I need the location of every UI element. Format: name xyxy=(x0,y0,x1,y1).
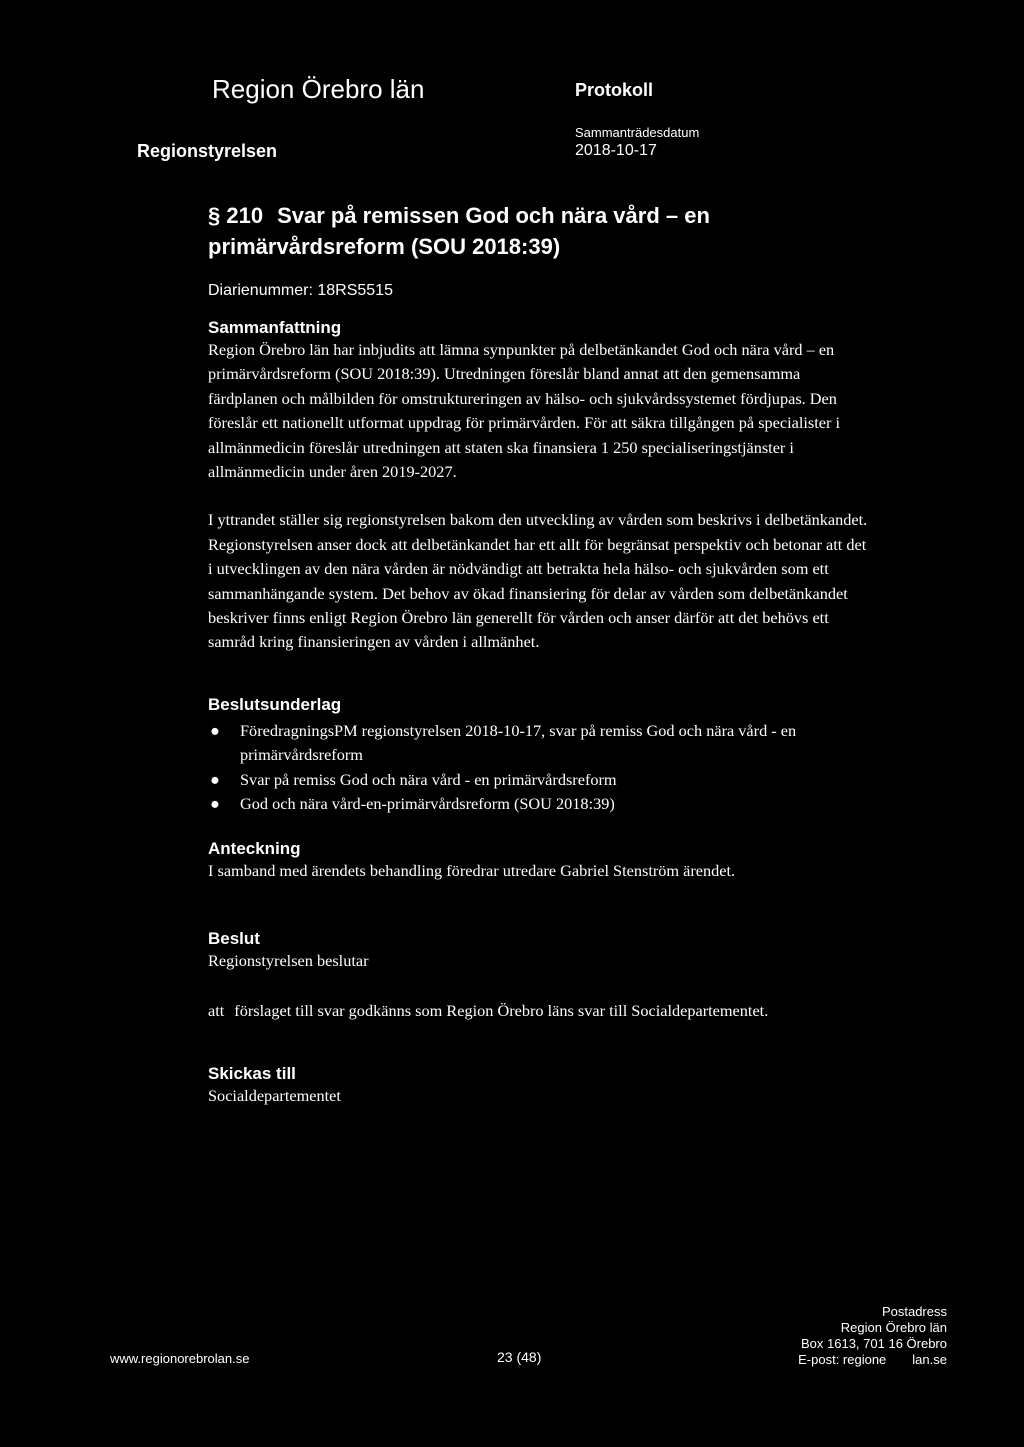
website-link[interactable]: www.regionorebrolan.se xyxy=(110,1351,250,1366)
decision-att-text: förslaget till svar godkänns som Region Örebro läns svar till Socialdepartementet. xyxy=(234,1001,769,1021)
list-item xyxy=(208,768,868,792)
list-item-text: God och nära vård-en-primärvårdsreform (SOU 2018:39) xyxy=(240,794,615,814)
list-item-text: Svar på remiss God och nära vård - en primärvårdsreform xyxy=(240,769,617,789)
list-item xyxy=(208,792,868,816)
diary-number: Diarienummer: 18RS5515 xyxy=(208,282,393,299)
note-text: I samband med ärendets behandling föredrar utredare Gabriel Stenström ärendet. xyxy=(208,860,736,880)
address-org: Region Örebro län xyxy=(840,1320,947,1335)
summary-heading: Sammanfattning xyxy=(208,318,342,337)
meeting-date-label: Sammanträdesdatum xyxy=(575,125,700,140)
decision-heading: Beslut xyxy=(208,928,260,948)
email-suffix: lan.se xyxy=(912,1352,947,1367)
section-title-line2: primärvårdsreform (SOU 2018:39) xyxy=(208,234,561,259)
decision-clause xyxy=(208,999,868,1023)
bullet-icon: ● xyxy=(210,769,220,789)
section-number: § 210 xyxy=(208,203,264,228)
list-item xyxy=(208,719,868,768)
board-name: Regionstyrelsen xyxy=(137,141,278,161)
address-box: Box 1613, 701 16 Örebro xyxy=(801,1336,947,1351)
bullet-icon: ● xyxy=(210,794,220,814)
document-body xyxy=(208,200,868,1108)
basis-list xyxy=(208,719,868,817)
organization-name: Region Örebro län xyxy=(212,74,425,104)
send-to-recipient: Socialdepartementet xyxy=(208,1085,341,1105)
note-heading: Anteckning xyxy=(208,838,301,858)
meeting-date-value: 2018-10-17 xyxy=(575,142,657,159)
decision-att-label: att xyxy=(208,1001,225,1021)
address-email xyxy=(798,1352,947,1368)
address-heading: Postadress xyxy=(881,1304,947,1319)
postal-address xyxy=(798,1304,947,1368)
email-label: E-post: regione xyxy=(798,1352,887,1367)
section-title-line1: Svar på remissen God och nära vård – en xyxy=(277,203,710,228)
document-type: Protokoll xyxy=(575,80,654,100)
summary-paragraph-1: Region Örebro län har inbjudits att lämna synpunkter på delbetänkandet God och nära vård – en primärvårdsreform (SOU 2018:39). Utredningen föreslår bland annat att den gemensamma färdplanen och målbilden för omstruktureringen av hälso- och sjukvårdssystemet fördjupas. Den föreslår ett nationellt utformat uppdrag för primärvården. För att säkra tillgången på specialister i allmänmedicin föreslår utredningen att staten ska finansiera 1 250 specialiseringstjänster i allmänmedicin under åren 2019-2027. xyxy=(208,340,841,482)
decision-intro: Regionstyrelsen beslutar xyxy=(208,950,369,970)
list-item-text: FöredragningsPM regionstyrelsen 2018-10-17, svar på remiss God och nära vård - en primärvårdsreform xyxy=(240,720,797,765)
bullet-icon: ● xyxy=(210,720,220,740)
send-to-heading: Skickas till xyxy=(208,1063,296,1083)
page-number: 23 (48) xyxy=(497,1349,542,1365)
basis-heading: Beslutsunderlag xyxy=(208,694,342,714)
summary-paragraph-2: I yttrandet ställer sig regionstyrelsen bakom den utveckling av vården som beskrivs i delbetänkandet. Regionstyrelsen anser dock att delbetänkandet har ett allt för begränsat perspektiv och betonar att det i utvecklingen av den nära vården är nödvändigt att betrakta hela hälso- och sjukvården som ett sammanhängande system. Det behov av ökad finansiering för delar av vården som delbetänkandet beskriver finns enligt Region Örebro län generellt för vården och anser därför att det behövs ett samråd kring finansieringen av vården i allmänhet. xyxy=(208,510,868,652)
section-title xyxy=(208,200,868,262)
